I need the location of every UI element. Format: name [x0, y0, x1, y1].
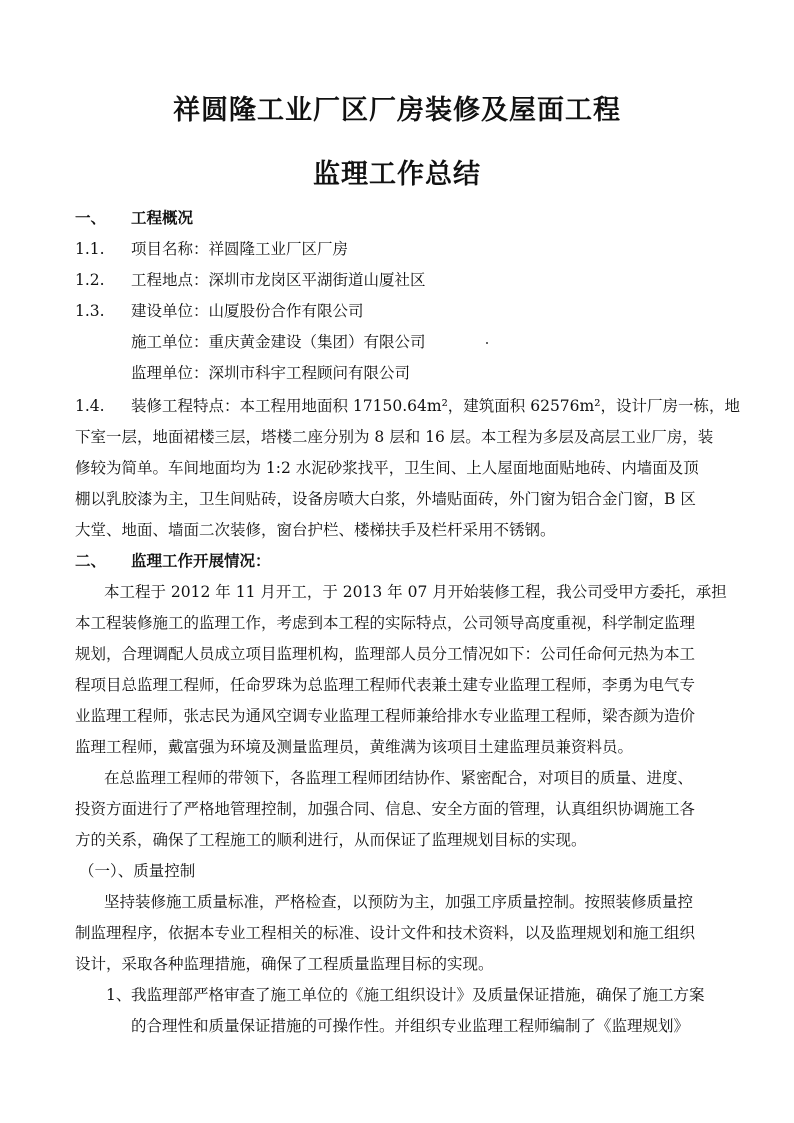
paragraph-line: 的合理性和质量保证措施的可操作性。并组织专业监理工程师编制了《监理规划》 — [131, 1017, 690, 1035]
section-number: 二、 — [75, 551, 107, 570]
owner-unit: 建设单位：山厦股份合作有限公司 — [131, 302, 364, 320]
section-heading: 监理工作开展情况： — [131, 551, 271, 570]
stray-mark — [486, 342, 488, 344]
supervisor-unit: 监理单位：深圳市科宇工程顾问有限公司 — [131, 364, 411, 382]
paragraph-line: 设计，采取各种监理措施，确保了工程质量监理目标的实现。 — [75, 955, 494, 973]
paragraph-line: 投资方面进行了严格地管理控制，加强合同、信息、安全方面的管理，认真组织协调施工各 — [75, 800, 696, 818]
project-location: 工程地点：深圳市龙岗区平湖街道山厦社区 — [131, 271, 426, 289]
paragraph-line: 制监理程序，依据本专业工程相关的标准、设计文件和技术资料，以及监理规划和施工组织 — [75, 924, 696, 942]
item-number: 1.2. — [75, 271, 105, 289]
paragraph-line: 修较为简单。车间地面均为 1:2 水泥砂浆找平，卫生间、上人屋面地面贴地砖、内墙面及顶 — [75, 459, 699, 477]
contractor-unit: 施工单位：重庆黄金建设（集团）有限公司 — [131, 333, 426, 351]
paragraph-line: 在总监理工程师的带领下，各监理工程师团结协作、紧密配合，对项目的质量、进度、 — [104, 769, 694, 787]
paragraph-line: 业监理工程师，张志民为通风空调专业监理工程师兼给排水专业监理工程师，梁杏颜为造价 — [75, 707, 696, 725]
paragraph-line: 监理工程师，戴富强为环境及测量监理员，黄维满为该项目土建监理员兼资料员。 — [75, 738, 634, 756]
paragraph-line: 坚持装修施工质量标准，严格检查，以预防为主，加强工序质量控制。按照装修质量控 — [104, 893, 694, 911]
subsection-heading: （一）、质量控制 — [79, 862, 196, 880]
paragraph-line: 下室一层，地面裙楼三层，塔楼二座分别为 8 层和 16 层。本工程为多层及高层工业厂房，装 — [75, 428, 714, 446]
paragraph-line: 装修工程特点：本工程用地面积 17150.64m²，建筑面积 62576m²，设计厂房一栋，地 — [131, 397, 740, 415]
list-number: 1、 — [106, 986, 132, 1004]
item-number: 1.4. — [75, 397, 105, 415]
document-title: 祥圆隆工业厂区厂房装修及屋面工程 — [173, 95, 621, 126]
paragraph-line: 我监理部严格审查了施工单位的《施工组织设计》及质量保证措施，确保了施工方案 — [131, 986, 705, 1004]
paragraph-line: 规划，合理调配人员成立项目监理机构，监理部人员分工情况如下：公司任命何元热为本工 — [75, 645, 696, 663]
item-number: 1.3. — [75, 302, 105, 320]
paragraph-line: 大堂、地面、墙面二次装修，窗台护栏、楼梯扶手及栏杆采用不锈钢。 — [75, 521, 556, 539]
paragraph-line: 本工程装修施工的监理工作，考虑到本工程的实际特点，公司领导高度重视，科学制定监理 — [75, 614, 696, 632]
paragraph-line: 本工程于 2012 年 11 月开工，于 2013 年 07 月开始装修工程，我公司受甲方委托，承担 — [104, 583, 727, 601]
paragraph-line: 棚以乳胶漆为主，卫生间贴砖，设备房喷大白浆，外墙贴面砖，外门窗为铝合金门窗，B 区 — [75, 490, 696, 508]
paragraph-line: 方的关系，确保了工程施工的顺利进行，从而保证了监理规划目标的实现。 — [75, 831, 587, 849]
project-name: 项目名称：祥圆隆工业厂区厂房 — [131, 240, 349, 258]
section-heading: 工程概况 — [131, 208, 194, 227]
item-number: 1.1. — [75, 240, 105, 258]
paragraph-line: 程项目总监理工程师，任命罗珠为总监理工程师代表兼土建专业监理工程师，李勇为电气专 — [75, 676, 696, 694]
section-number: 一、 — [75, 208, 107, 227]
document-subtitle: 监理工作总结 — [313, 159, 481, 190]
